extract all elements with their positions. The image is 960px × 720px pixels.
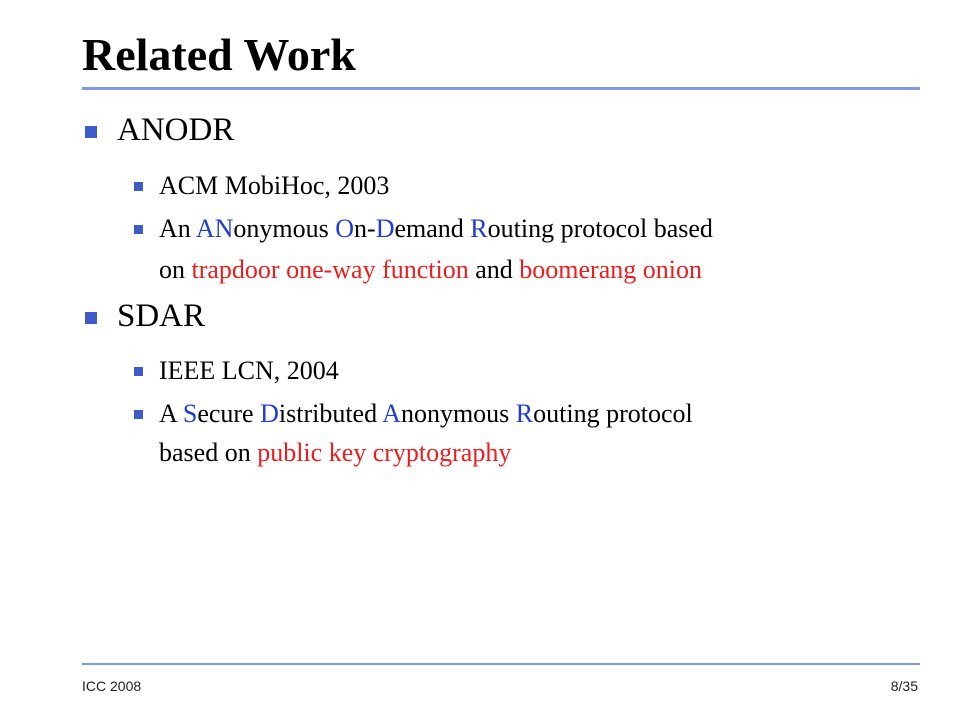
footer-rule [82, 663, 920, 665]
sub-bullet-icon [134, 182, 143, 191]
acronym-letter: O [335, 214, 355, 243]
text-fragment: n- [354, 214, 376, 243]
heading-anodr: ANODR [117, 112, 235, 148]
anodr-description-line1 [159, 212, 713, 245]
text-fragment: nonymous [400, 399, 516, 428]
acronym-letter: A [382, 399, 401, 428]
highlight-term: trapdoor one-way function [191, 255, 469, 284]
slide-title: Related Work [82, 29, 356, 80]
text-fragment: outing protocol based [487, 214, 713, 243]
text-fragment: istributed [278, 399, 383, 428]
acronym-letter: D [260, 399, 279, 428]
text-fragment: on [159, 255, 192, 284]
footer-conference: ICC 2008 [82, 678, 142, 694]
text-fragment: A [159, 399, 183, 428]
bullet-icon [85, 312, 97, 324]
text-fragment: onymous [233, 214, 336, 243]
page-number: 8/35 [890, 678, 918, 694]
highlight-term: boomerang onion [519, 255, 702, 284]
text-fragment: outing protocol [533, 399, 693, 428]
text-fragment: and [468, 255, 520, 284]
highlight-term: public key cryptography [257, 438, 512, 467]
bullet-icon [85, 126, 97, 138]
text-fragment: emand [394, 214, 471, 243]
acronym-letter: AN [195, 214, 234, 243]
anodr-venue: ACM MobiHoc, 2003 [159, 171, 390, 200]
text-fragment: ecure [197, 399, 261, 428]
text-fragment: based on [159, 438, 258, 467]
sub-bullet-icon [134, 225, 143, 234]
sdar-venue: IEEE LCN, 2004 [159, 356, 339, 385]
sdar-description-line2 [159, 436, 511, 469]
sub-bullet-icon [134, 410, 143, 419]
acronym-letter: R [470, 214, 488, 243]
heading-sdar: SDAR [117, 298, 206, 334]
sdar-description-line1 [159, 397, 693, 430]
acronym-letter: S [182, 399, 198, 428]
acronym-letter: R [515, 399, 534, 428]
sub-bullet-icon [134, 367, 143, 376]
anodr-description-line2 [159, 253, 702, 286]
acronym-letter: D [375, 214, 395, 243]
text-fragment: An [159, 214, 196, 243]
